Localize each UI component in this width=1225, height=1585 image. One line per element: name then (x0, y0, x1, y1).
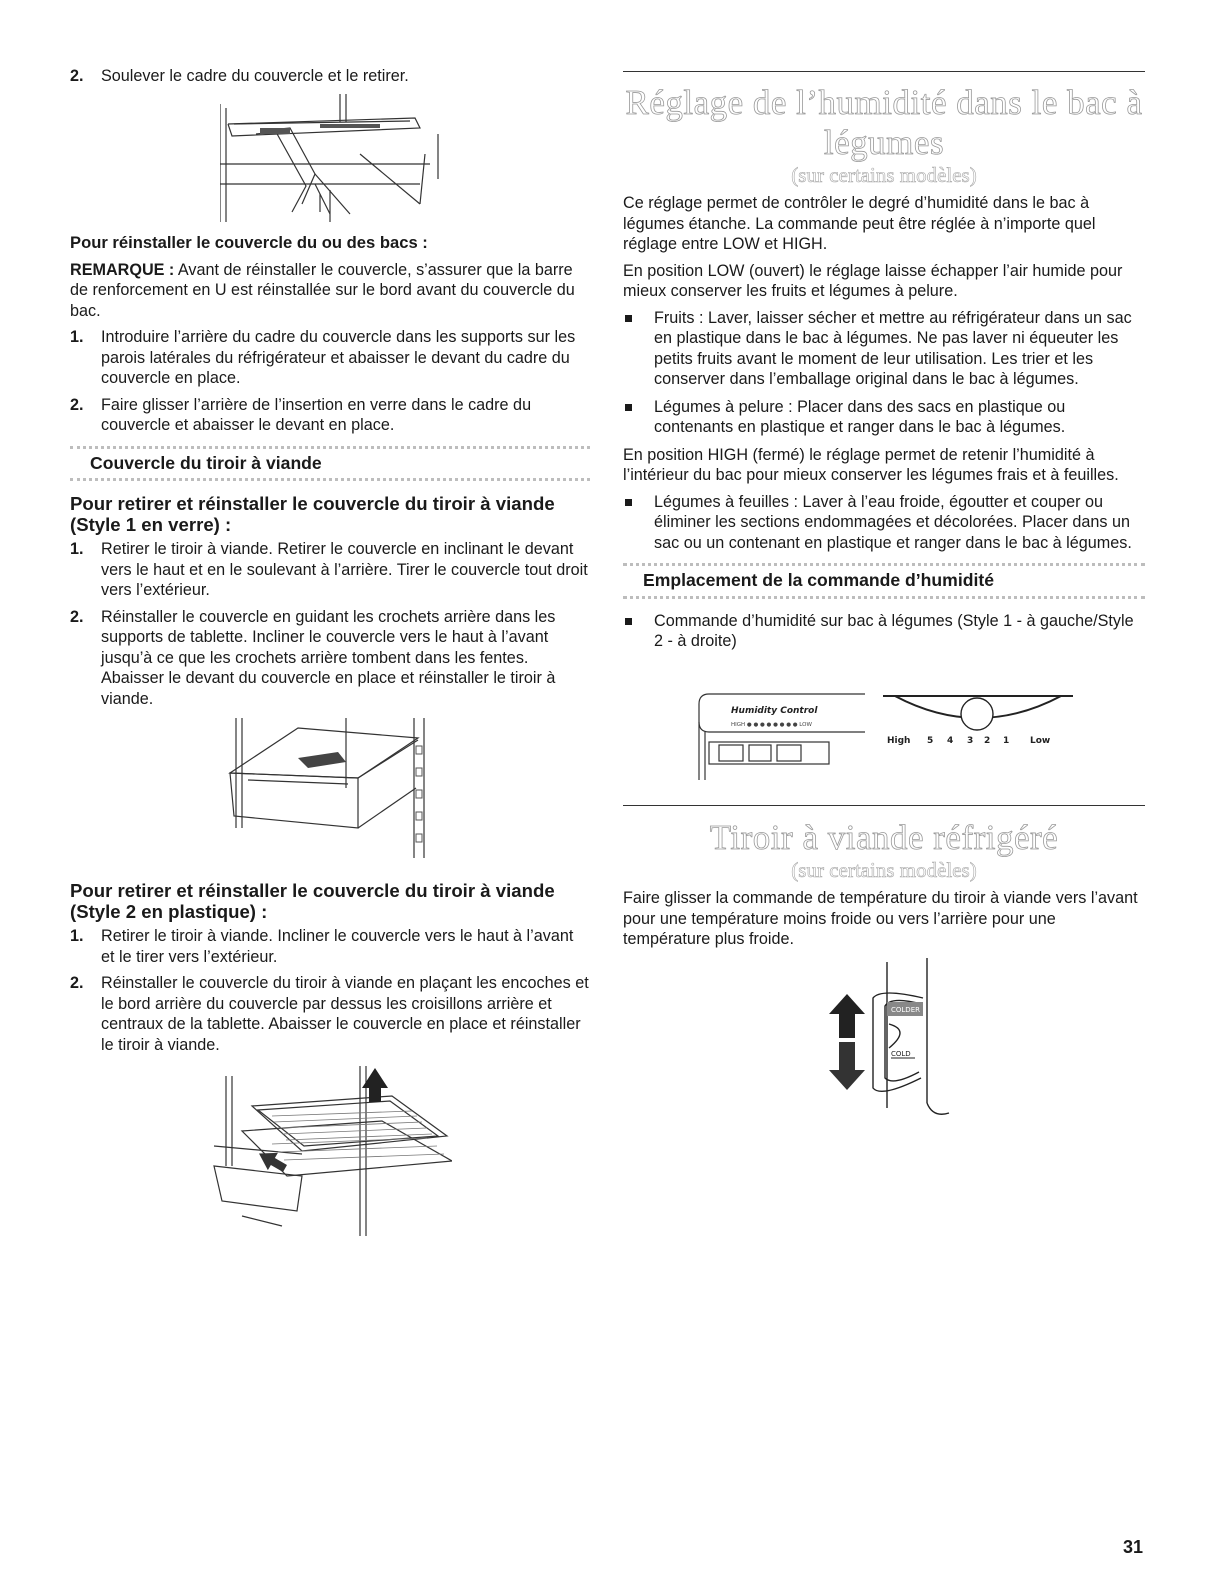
meat-drawer-glass-cover-illustration (228, 718, 438, 858)
style1-steps (70, 539, 590, 709)
meat-drawer-paragraph: Faire glisser la commande de température du tiroir à viande vers l’avant pour une température moins froide ou vers l’arrière pour une température plus froide. (623, 889, 1138, 948)
scale-2: 2 (984, 736, 991, 746)
cover-removal-illustration (220, 94, 450, 222)
scale-4: 4 (947, 736, 954, 746)
scale-low: Low (1030, 736, 1051, 746)
humidity-intro: Ce réglage permet de contrôler le degré d’humidité dans le bac à légumes étanche. La commande peut être réglée à n’importe quel réglage entre LOW et HIGH. (623, 194, 1096, 253)
scale-high: High (887, 736, 911, 746)
up-down-arrow-icon (829, 994, 865, 1090)
humidity-low-paragraph: En position LOW (ouvert) le réglage laisse échapper l’air humide pour mieux conserver les fruits et légumes à pelure. (623, 261, 1123, 300)
section-rule (623, 71, 1145, 72)
step-item: 2. Réinstaller le couvercle en guidant les crochets arrière dans les supports de tablette. Incliner le couvercle vers le haut à l’avant jusqu’à ce que les crochets arrière tombent dans les fentes. Abaisser le devant du couvercle en place et réinstaller le tiroir à viande. (70, 607, 556, 708)
colder-label: COLDER (891, 1006, 920, 1014)
step-item: 2. Faire glisser l’arrière de l’insertion en verre dans le cadre du couvercle et abaisser le devant en place. (70, 395, 532, 434)
meat-cover-title: Couvercle du tiroir à viande (90, 452, 322, 473)
location-bullets (623, 611, 1145, 652)
style2-heading: Pour retirer et réinstaller le couvercle du tiroir à viande (Style 2 en plastique) : (70, 880, 555, 922)
cold-label: COLD (891, 1050, 911, 1058)
meat-cover-section-bar (70, 446, 590, 482)
humidity-control-style1-illustration (695, 690, 895, 786)
style2-steps (70, 926, 590, 1055)
scale-5: 5 (927, 736, 934, 746)
humidity-high-paragraph: En position HIGH (fermé) le réglage permet de retenir l’humidité à l’intérieur du bac pour mieux conserver les légumes frais et à feuilles. (623, 445, 1119, 484)
meat-drawer-section-subtitle: (sur certains modèles) (791, 858, 977, 882)
temperature-control-illustration (811, 958, 961, 1118)
scale-3: 3 (967, 736, 974, 746)
step-item: 1. Retirer le tiroir à viande. Retirer le couvercle en inclinant le devant vers le haut et en le soulevant à l’arrière. Tirer le couvercle tout droit vers l’extérieur. (70, 540, 588, 599)
step-item: 2. Réinstaller le couvercle du tiroir à viande en plaçant les encoches et le bord arrière du couvercle par dessus les croisillons arrière et centraux de la tablette. Abaisser le couvercle en place et réinstaller le tiroir à viande. (70, 974, 589, 1054)
high-bullets (623, 492, 1145, 554)
low-bullets (623, 308, 1145, 438)
step-item: 1. Introduire l’arrière du cadre du couvercle dans les supports sur les parois latérales du réfrigérateur et abaisser le devant du cadre du couvercle en place. (70, 328, 576, 387)
meat-drawer-section-title: Tiroir à viande réfrigéré (709, 818, 1059, 857)
step-item: 2. Soulever le cadre du couvercle et le retirer. (70, 67, 409, 85)
humidity-control-style2-illustration (883, 690, 1083, 760)
bullet-item: Fruits : Laver, laisser sécher et mettre au réfrigérateur dans un sac en plastique dans le bac à légumes. Ne pas laver ni équeuter les petits fruits avant le moment de leur utilisation. Les trier et les conserver dans l’emballage original dans le bac à légumes. (623, 308, 1145, 390)
humidity-location-bar (623, 563, 1145, 599)
step-item: 1. Retirer le tiroir à viande. Incliner le couvercle vers le haut à l’avant et le tirer vers l’extérieur. (70, 927, 574, 966)
reinstall-heading: Pour réinstaller le couvercle du ou des bacs : (70, 233, 428, 252)
humidity-section-subtitle: (sur certains modèles) (791, 163, 977, 187)
section-rule (623, 805, 1145, 806)
bullet-item: Commande d’humidité sur bac à légumes (Style 1 - à gauche/Style 2 - à droite) (623, 611, 1145, 652)
humidity-location-title: Emplacement de la commande d’humidité (643, 570, 994, 590)
bullet-item: Légumes à feuilles : Laver à l’eau froide, égoutter et couper ou éliminer les sections endommagées et décolorées. Placer dans un sac ou un contenant en plastique et ranger dans le bac à légumes. (623, 492, 1145, 554)
reinstall-steps (70, 327, 590, 436)
style1-heading: Pour retirer et réinstaller le couvercle du tiroir à viande (Style 1 en verre) : (70, 493, 555, 535)
note-paragraph: REMARQUE : Avant de réinstaller le couvercle, s’assurer que la barre de renforcement en U est réinstallée sur le bord avant du couvercle du bac. (70, 260, 575, 320)
remove-steps (70, 66, 590, 93)
humidity-control-label: Humidity Control (731, 706, 818, 716)
bullet-item: Légumes à pelure : Placer dans des sacs en plastique ou contenants en plastique et ranger dans le bac à légumes. (623, 397, 1145, 438)
meat-drawer-plastic-cover-illustration (212, 1066, 452, 1236)
humidity-section-title: Réglage de l’humidité dans le bac à légumes (625, 83, 1143, 162)
note-label: REMARQUE : (70, 260, 175, 279)
humidity-mini-scale: HIGH ● ● ● ● ● ● ● ● LOW (731, 722, 812, 728)
scale-1: 1 (1003, 736, 1010, 746)
page-number: 31 (1122, 1537, 1143, 1557)
